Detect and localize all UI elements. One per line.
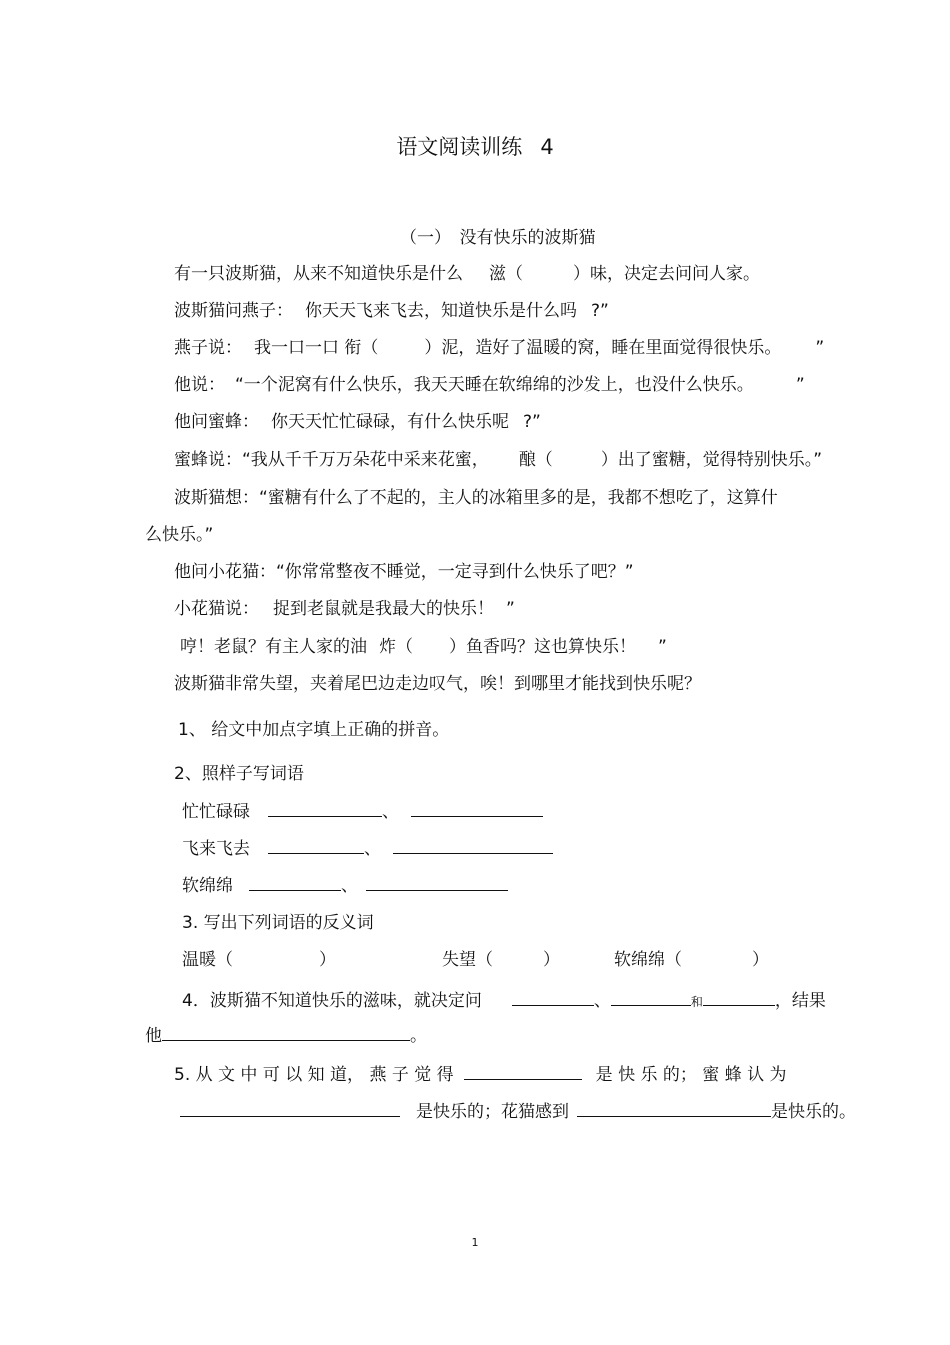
- story-line-1: 有一只波斯猫，从来不知道快乐是什么 滋（ ）味，决定去问问人家。: [174, 264, 760, 284]
- answer-blank[interactable]: [703, 989, 775, 1006]
- question-2-prompt: 2、照样子写词语: [174, 764, 304, 784]
- question-3-prompt: 3. 写出下列词语的反义词: [182, 913, 374, 933]
- page-title: [0, 131, 950, 161]
- answer-blank[interactable]: [751, 1100, 771, 1117]
- title-text: 语文阅读训练: [396, 135, 523, 159]
- q3-antonym-warm: 温暖（ ）: [182, 950, 336, 970]
- question-4: 4．波斯猫不知道快乐的滋味，就决定问 、 和 ，结果: [182, 991, 826, 1011]
- q2-row-3: 软绵绵 、: [182, 874, 508, 897]
- question-5: 5. 从 文 中 可 以 知 道， 燕 子 觉 得 是 快 乐 的； 蜜 蜂 认 为: [174, 1065, 787, 1085]
- section-heading: （一） 没有快乐的波斯猫: [400, 228, 596, 248]
- question-4-cont: 他 。: [145, 1026, 427, 1046]
- story-line-4: 他说： “一个泥窝有什么快乐，我天天睡在软绵绵的沙发上，也没什么快乐。 ”: [174, 375, 805, 395]
- story-line-6: 蜜蜂说：“我从千千万万朵花中采来花蜜， 酿（ ）出了蜜糖，觉得特别快乐。”: [174, 450, 823, 470]
- story-line-11: 哼！老鼠？有主人家的油 炸（ ）鱼香吗？这也算快乐！ ”: [180, 637, 667, 657]
- story-line-7: 波斯猫想：“蜜糖有什么了不起的，主人的冰箱里多的是，我都不想吃了，这算什: [174, 488, 778, 508]
- story-line-3: 燕子说： 我一口一口 衔（ ）泥，造好了温暖的窝，睡在里面觉得很快乐。 ”: [174, 338, 825, 358]
- answer-blank[interactable]: [162, 1024, 410, 1041]
- page-number: 1: [471, 1236, 479, 1249]
- answer-blank[interactable]: [366, 874, 508, 891]
- answer-blank[interactable]: [268, 800, 382, 817]
- story-line-5: 他问蜜蜂： 你天天忙忙碌碌，有什么快乐呢 ?”: [174, 412, 541, 432]
- story-line-2: 波斯猫问燕子： 你天天飞来飞去，知道快乐是什么吗 ?”: [174, 301, 609, 321]
- story-line-9: 他问小花猫：“你常常整夜不睡觉，一定寻到什么快乐了吧？”: [174, 562, 634, 582]
- answer-blank[interactable]: [577, 1100, 751, 1117]
- q2-row-1: 忙忙碌碌 、: [182, 800, 543, 823]
- story-line-12: 波斯猫非常失望，夹着尾巴边走边叹气，唉！到哪里才能找到快乐呢？: [174, 674, 701, 694]
- answer-blank[interactable]: [512, 989, 594, 1006]
- title-number: 4: [540, 135, 554, 159]
- q3-antonym-disappointed: 失望（ ）: [442, 950, 560, 970]
- answer-blank[interactable]: [411, 800, 543, 817]
- q3-antonym-soft: 软绵绵（ ）: [614, 950, 769, 970]
- question-1: 1、 给文中加点字填上正确的拼音。: [178, 720, 450, 740]
- story-line-8: 么快乐。”: [145, 525, 214, 545]
- question-5-cont: 是快乐的；花猫感到 是快乐的。: [180, 1100, 856, 1123]
- answer-blank[interactable]: [611, 989, 691, 1006]
- answer-blank[interactable]: [393, 837, 553, 854]
- answer-blank[interactable]: [180, 1100, 400, 1117]
- answer-blank[interactable]: [268, 837, 364, 854]
- answer-blank[interactable]: [464, 1063, 582, 1080]
- story-line-10: 小花猫说： 捉到老鼠就是我最大的快乐！ ”: [174, 599, 515, 619]
- answer-blank[interactable]: [249, 874, 341, 891]
- q2-row-2: 飞来飞去 、: [182, 837, 553, 860]
